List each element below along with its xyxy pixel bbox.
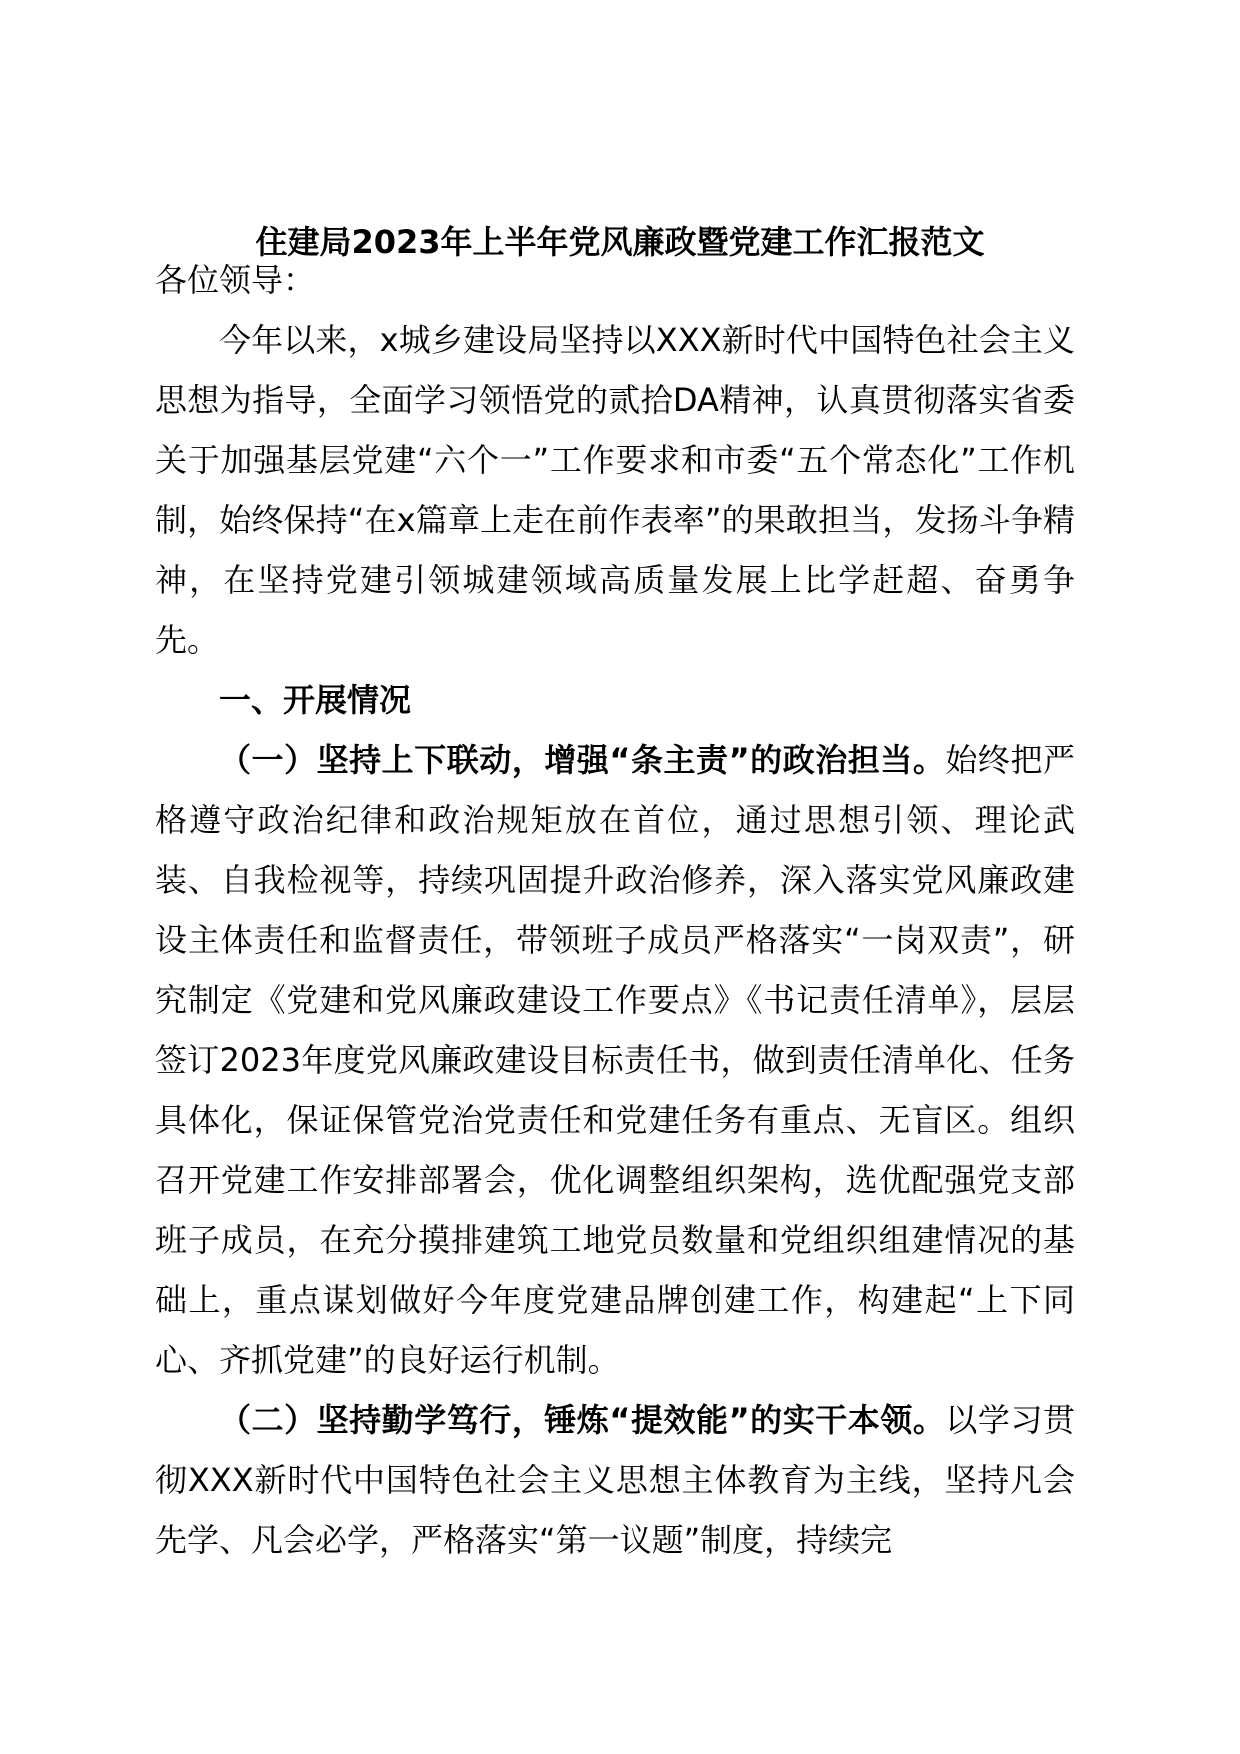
item-one-text: 始终把严格遵守政治纪律和政治规矩放在首位，通过思想引领、理论武装、自我检视等，持续巩固提升政治修养，深入落实党风廉政建设主体责任和监督责任，带领班子成员严格落实“一岗双责”，研究制定《党建和党风廉政建设工作要点》《书记责任清单》，层层签订2023年度党风廉政建设目标责任书，做到责任清单化、任务具体化，保证保管党治党责任和党建任务有重点、无盲区。组织召开党建工作安排部署会，优化调整组织架构，选优配强党支部班子成员，在充分摸排建筑工地党员数量和党组织组建情况的基础上，重点谋划做好今年度党建品牌创建工作，构建起“上下同心、齐抓党建”的良好运行机制。 <box>155 741 1075 1379</box>
item-one-paragraph <box>155 730 1075 1390</box>
item-two-paragraph <box>155 1390 1075 1570</box>
item-one-lead: （一）坚持上下联动，增强“条主责”的政治担当。 <box>219 741 946 779</box>
section-heading: 一、开展情况 <box>219 681 412 719</box>
item-two-text: 以学习贯彻XXX新时代中国特色社会主义思想主体教育为主线，坚持凡会先学、凡会必学，严格落实“第一议题”制度，持续完 <box>155 1401 1075 1559</box>
document-body <box>155 250 1075 1570</box>
item-two-lead: （二）坚持勤学笃行，锤炼“提效能”的实干本领。 <box>219 1401 946 1439</box>
intro-paragraph: 今年以来，x城乡建设局坚持以XXX新时代中国特色社会主义思想为指导，全面学习领悟党的贰拾DA精神，认真贯彻落实省委关于加强基层党建“六个一”工作要求和市委“五个常态化”工作机制，始终保持“在x篇章上走在前作表率”的果敢担当，发扬斗争精神，在坚持党建引领城建领域高质量发展上比学赶超、奋勇争先。 <box>155 321 1075 659</box>
document-title: 住建局2023年上半年党风廉政暨党建工作汇报范文 <box>255 223 985 261</box>
salutation: 各位领导： <box>155 261 316 299</box>
